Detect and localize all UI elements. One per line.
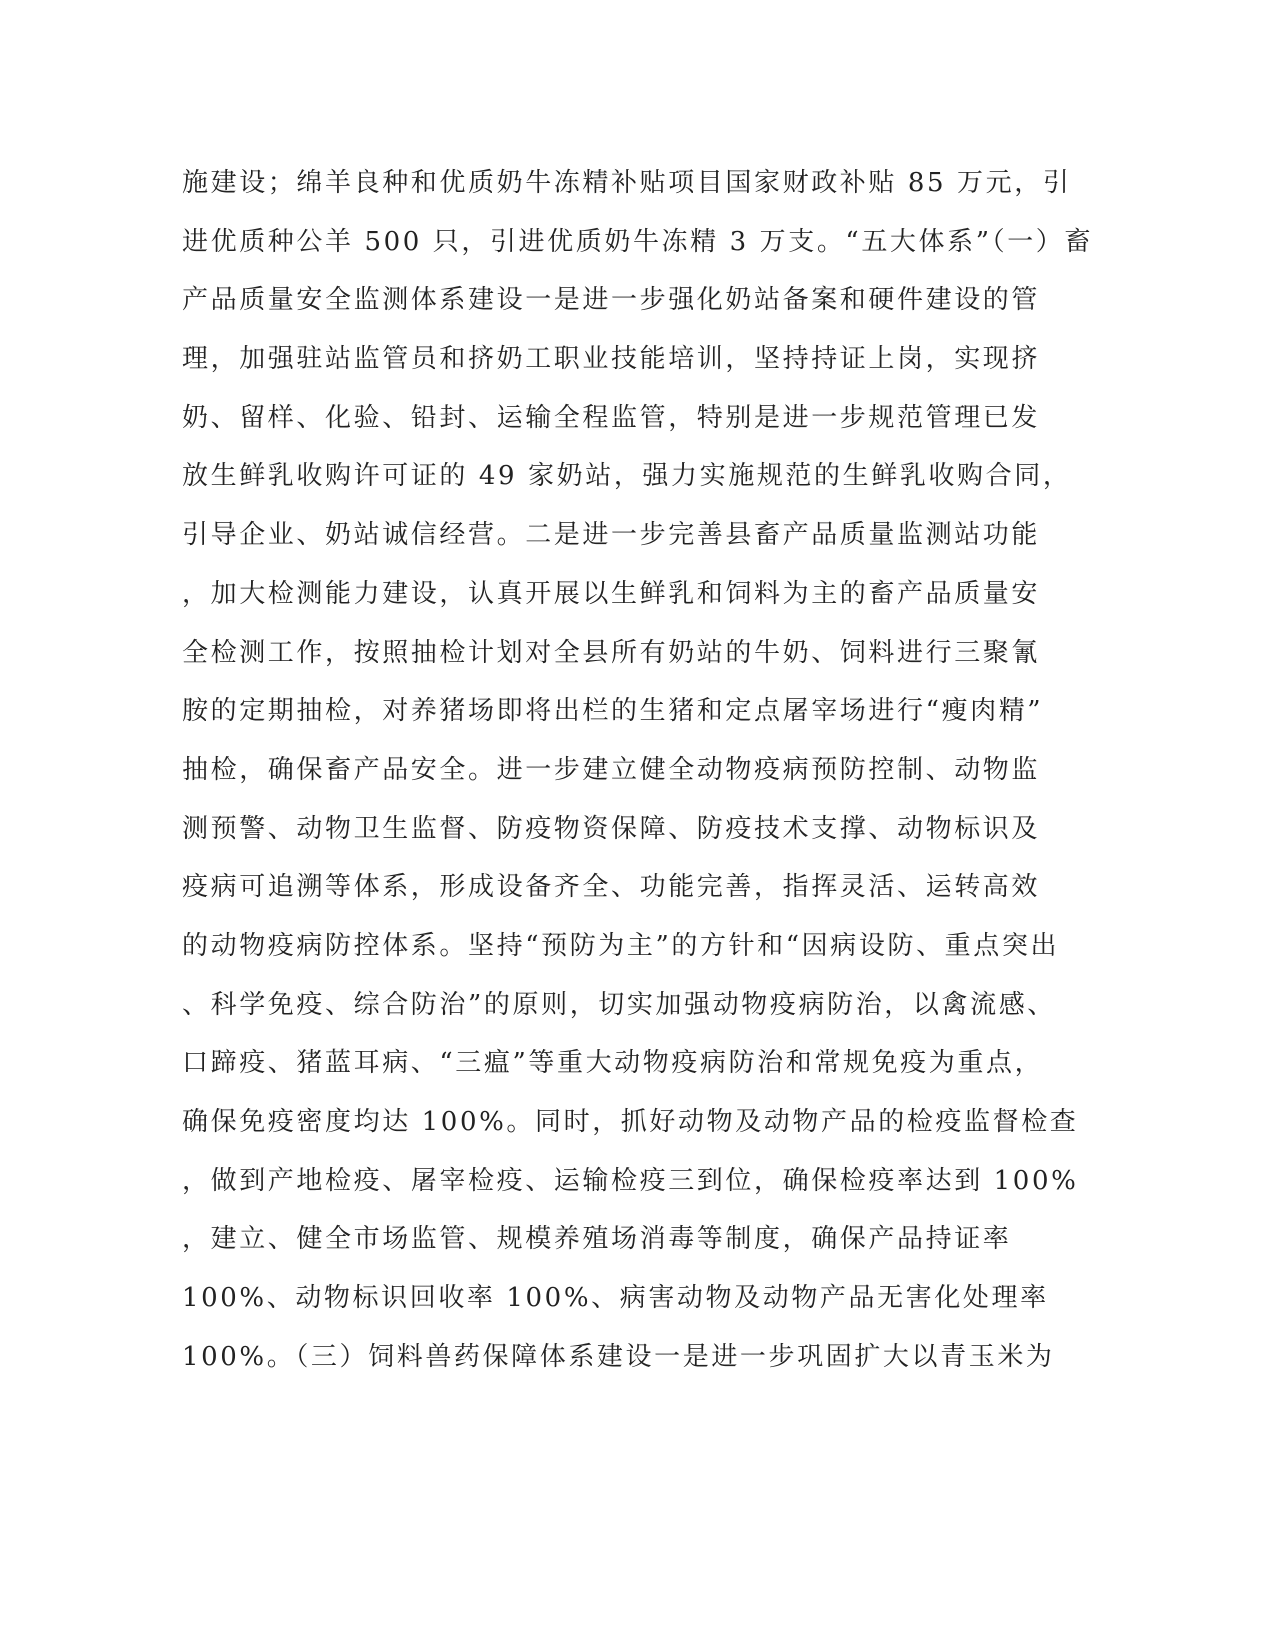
text-line: 、科学免疫、综合防治”的原则，切实加强动物疫病防治，以禽流感、 [182,989,1056,1020]
text-line: 的动物疫病防控体系。坚持“预防为主”的方针和“因病设防、重点突出 [182,930,1060,961]
text-line: 抽检，确保畜产品安全。进一步建立健全动物疫病预防控制、动物监 [182,754,1041,785]
text-line: ，加大检测能力建设，认真开展以生鲜乳和饲料为主的畜产品质量安 [182,578,1041,609]
text-line: 施建设；绵羊良种和优质奶牛冻精补贴项目国家财政补贴 85 万元，引 [182,168,1072,198]
text-line: 测预警、动物卫生监督、防疫物资保障、防疫技术支撑、动物标识及 [182,813,1041,844]
text-line: 疫病可追溯等体系，形成设备齐全、功能完善，指挥灵活、运转高效 [182,872,1041,903]
text-line: 胺的定期抽检，对养猪场即将出栏的生猪和定点屠宰场进行“瘦肉精” [182,696,1044,727]
text-line: 放生鲜乳收购许可证的 49 家奶站，强力实施规范的生鲜乳收购合同， [182,461,1072,492]
text-line: 100%。（三）饲料兽药保障体系建设一是进一步巩固扩大以青玉米为 [182,1341,1055,1372]
text-line: 产品质量安全监测体系建设一是进一步强化奶站备案和硬件建设的管 [182,285,1041,316]
text-line: 全检测工作，按照抽检计划对全县所有奶站的牛奶、饲料进行三聚氰 [182,637,1041,668]
body-text [182,161,1094,1393]
text-line: ，建立、健全市场监管、规模养殖场消毒等制度，确保产品持证率 [182,1224,1012,1255]
text-line: 引导企业、奶站诚信经营。二是进一步完善县畜产品质量监测站功能 [182,520,1041,551]
text-line: 进优质种公羊 500 只，引进优质奶牛冻精 3 万支。“五大体系”（一）畜 [182,226,1094,257]
text-line: 确保免疫密度均达 100%。同时，抓好动物及动物产品的检疫监督检查 [182,1107,1079,1137]
text-line: 100%、动物标识回收率 100%、病害动物及动物产品无害化处理率 [182,1283,1049,1314]
text-line: 奶、留样、化验、铅封、运输全程监管，特别是进一步规范管理已发 [182,402,1041,433]
text-line: ，做到产地检疫、屠宰检疫、运输检疫三到位，确保检疫率达到 100% [182,1165,1079,1196]
text-line: 理，加强驻站监管员和挤奶工职业技能培训，坚持持证上岗，实现挤 [182,344,1041,375]
text-line: 口蹄疫、猪蓝耳病、“三瘟”等重大动物疫病防治和常规免疫为重点， [182,1048,1044,1079]
